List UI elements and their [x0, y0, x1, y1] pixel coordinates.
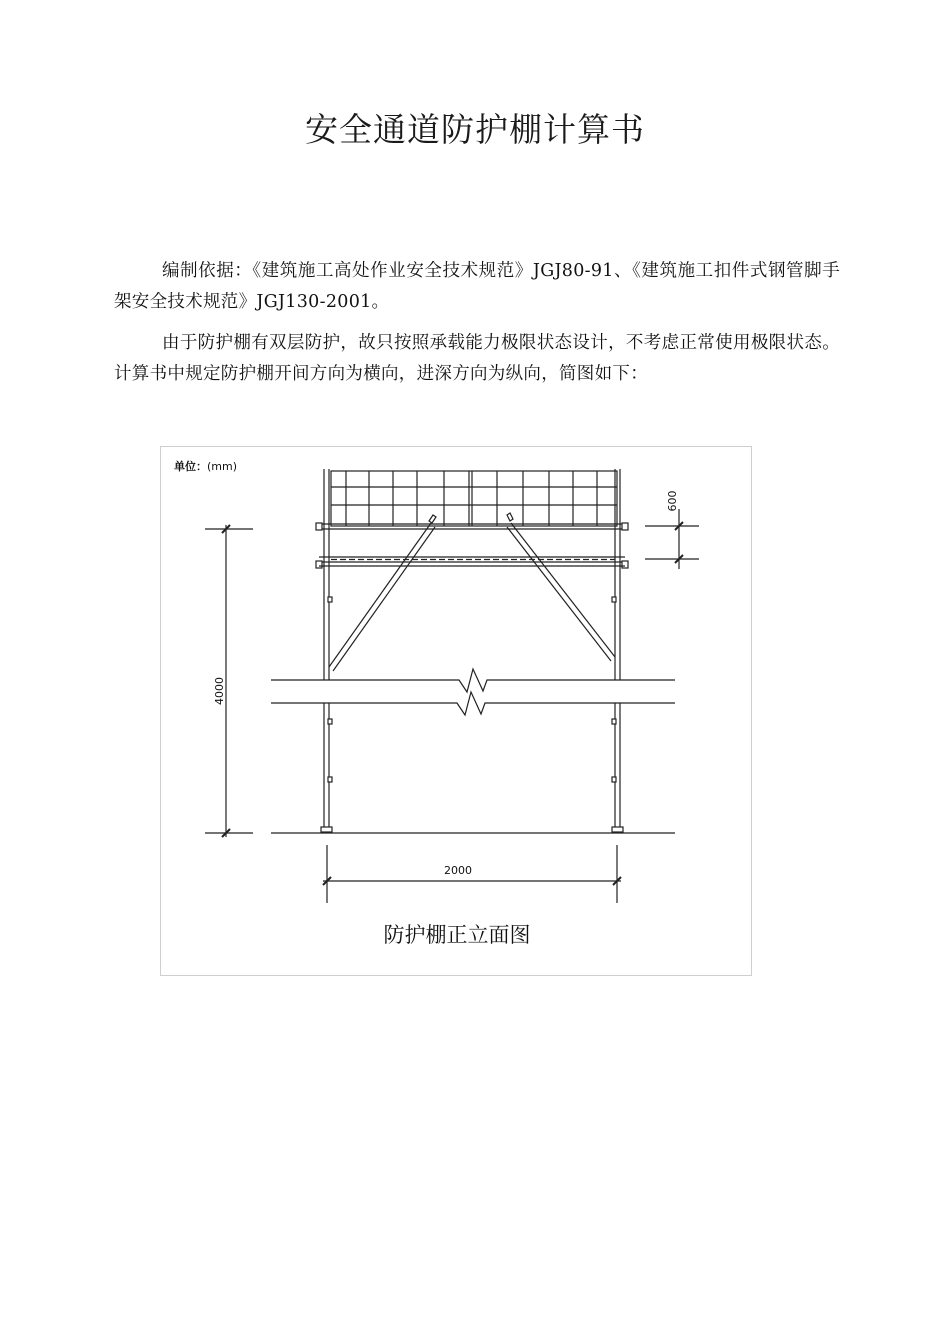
- paragraph-design: 由于防护棚有双层防护，故只按照承载能力极限状态设计，不考虑正常使用极限状态。计算书中规定防护棚开间方向为横向，进深方向为纵向，简图如下：: [114, 333, 840, 384]
- left-brace: [329, 523, 435, 671]
- width-dimension: [323, 845, 621, 903]
- layer-dimension: [645, 509, 699, 569]
- unit-label-value: (mm): [207, 460, 238, 473]
- unit-label-key: 单位：: [174, 460, 207, 473]
- top-mesh: [331, 471, 617, 526]
- figure-caption: 防护棚正立面图: [383, 923, 531, 947]
- dim-width-label: 2000: [444, 864, 472, 877]
- right-brace: [507, 523, 615, 661]
- dim-height-label: 4000: [213, 677, 226, 705]
- paragraph-basis: 编制依据：《建筑施工高处作业安全技术规范》JGJ80-91、《建筑施工扣件式钢管脚手架安全技术规范》JGJ130-2001。: [114, 261, 840, 312]
- lower-layer: [316, 557, 628, 568]
- dim-layer-label: 600: [666, 490, 679, 512]
- elevation-drawing: [161, 447, 753, 917]
- elevation-figure: [160, 446, 752, 976]
- page-title: 安全通道防护棚计算书: [305, 110, 645, 149]
